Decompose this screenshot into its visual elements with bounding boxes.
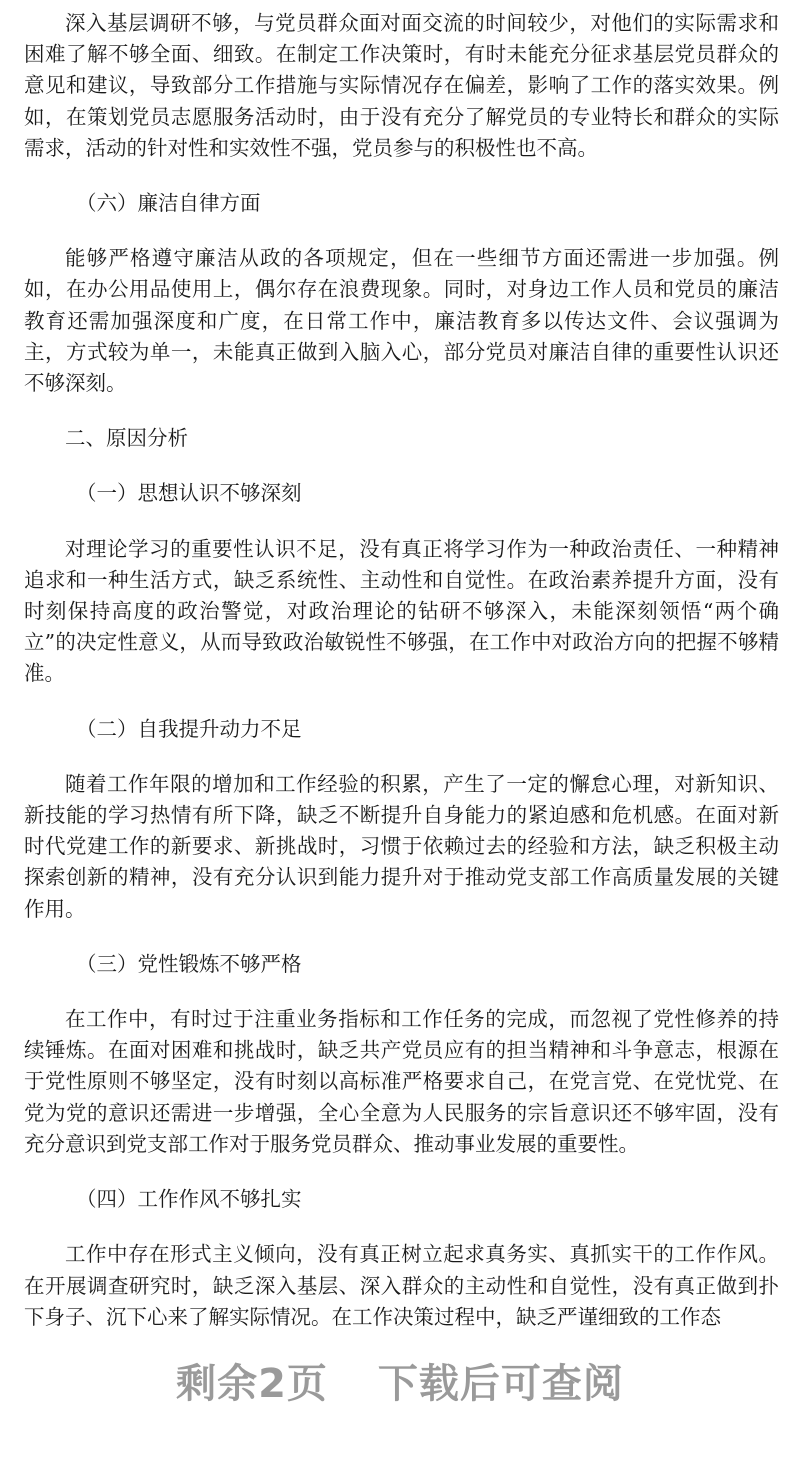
section-heading: （四）工作作风不够扎实 [76,1187,302,1212]
section-heading: （六）廉洁自律方面 [76,191,261,216]
paragraph: 随着工作年限的增加和工作经验的积累，产生了一定的懈怠心理，对新知识、新技能的学习热情有所下降，缺乏不断提升自身能力的紧迫感和危机感。在面对新时代党建工作的新要求、新挑战时，习惯于依赖过去的经验和方法，缺乏积极主动探索创新的精神，没有充分认识到能力提升对于推动党支部工作高质量发展的关键作用。 [24,771,779,921]
remaining-pages-label: 剩余2页 [176,1361,328,1407]
section-heading: （三）党性锻炼不够严格 [76,951,302,976]
paragraph: 工作中存在形式主义倾向，没有真正树立起求真务实、真抓实干的工作作风。在开展调查研究时，缺乏深入基层、深入群众的主动性和自觉性，没有真正做到扑下身子、沉下心来了解实际情况。在工作决策过程中，缺乏严谨细致的工作态 [24,1242,779,1329]
chapter-heading: 二、原因分析 [65,426,188,451]
section-heading: （一）思想认识不够深刻 [76,481,302,506]
download-prompt[interactable] [0,1352,800,1409]
download-to-view-label: 下载后可查阅 [377,1361,624,1407]
paragraph: 在工作中，有时过于注重业务指标和工作任务的完成，而忽视了党性修养的持续锤炼。在面对困难和挑战时，缺乏共产党员应有的担当精神和斗争意志，根源在于党性原则不够坚定，没有时刻以高标准严格要求自己，在党言党、在党忧党、在党为党的意识还需进一步增强，全心全意为人民服务的宗旨意识还不够牢固，没有充分意识到党支部工作对于服务党员群众、推动事业发展的重要性。 [24,1007,779,1156]
paragraph: 能够严格遵守廉洁从政的各项规定，但在一些细节方面还需进一步加强。例如，在办公用品使用上，偶尔存在浪费现象。同时，对身边工作人员和党员的廉洁教育还需加强深度和广度，在日常工作中，廉洁教育多以传达文件、会议强调为主，方式较为单一，未能真正做到入脑入心，部分党员对廉洁自律的重要性认识还不够深刻。 [24,246,779,396]
section-heading: （二）自我提升动力不足 [76,716,302,741]
paragraph: 对理论学习的重要性认识不足，没有真正将学习作为一种政治责任、一种精神追求和一种生活方式，缺乏系统性、主动性和自觉性。在政治素养提升方面，没有时刻保持高度的政治警觉，对政治理论的钻研不够深入，未能深刻领悟“两个确立”的决定性意义，从而导致政治敏锐性不够强，在工作中对政治方向的把握不够精准。 [24,536,779,686]
paragraph: 深入基层调研不够，与党员群众面对面交流的时间较少，对他们的实际需求和困难了解不够全面、细致。在制定工作决策时，有时未能充分征求基层党员群众的意见和建议，导致部分工作措施与实际情况存在偏差，影响了工作的落实效果。例如，在策划党员志愿服务活动时，由于没有充分了解党员的专业特长和群众的实际需求，活动的针对性和实效性不强，党员参与的积极性也不高。 [24,11,779,160]
document-body [24,8,779,1357]
